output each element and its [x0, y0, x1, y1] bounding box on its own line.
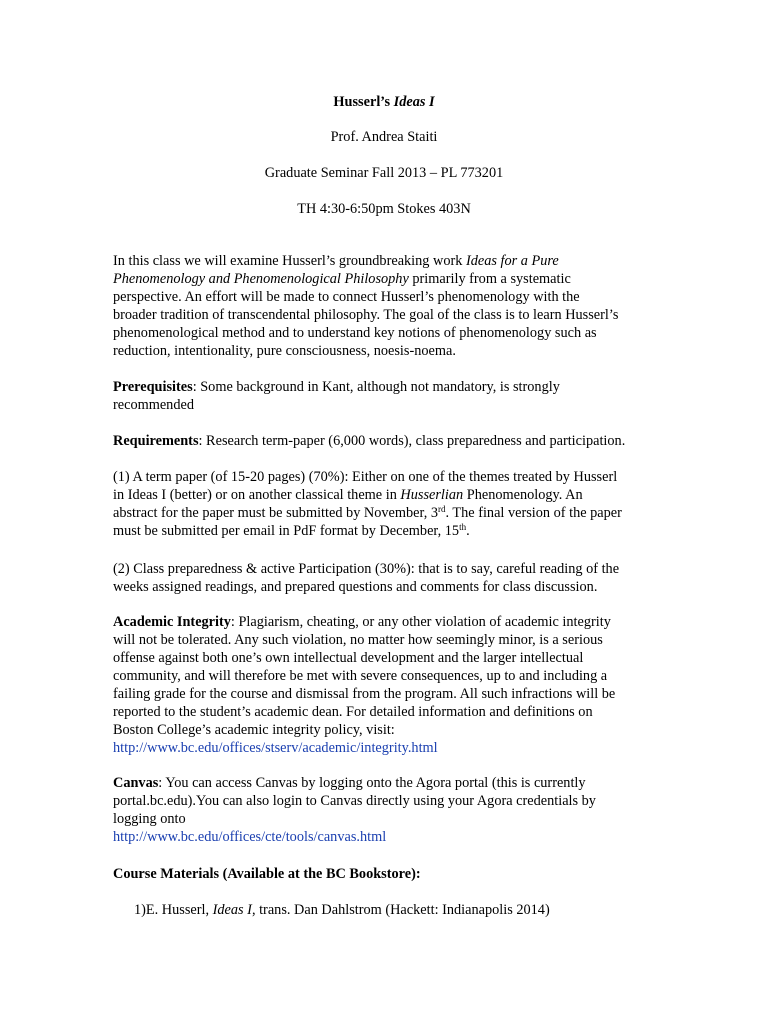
- participation-text: (2) Class preparedness & active Participation (30%): that is to say, careful reading of the: [113, 561, 620, 577]
- participation-section: [113, 560, 658, 596]
- course-title-italic: Ideas I: [393, 94, 435, 110]
- requirements-label: Requirements: [113, 433, 199, 449]
- integrity-text: failing grade for the course and dismissal from the program. All such infractions will be: [113, 686, 616, 702]
- course-title: [0, 93, 768, 111]
- integrity-text: reported to the student’s academic dean. For detailed information and definitions on: [113, 704, 593, 720]
- intro-book-title: Phenomenology and Phenomenological Philosophy: [113, 271, 409, 287]
- intro-text: phenomenological method and to understand key notions of phenomenology such as: [113, 325, 597, 341]
- academic-integrity-section: [113, 613, 658, 757]
- prerequisites-section: [113, 378, 658, 414]
- integrity-text: Boston College’s academic integrity policy, visit:: [113, 722, 395, 738]
- term-paper-text: must be submitted per email in PdF format by December, 15: [113, 523, 460, 539]
- ordinal-suffix: rd: [438, 504, 446, 514]
- ordinal-suffix: th: [459, 522, 467, 532]
- integrity-text: community, and will therefore be met with severe consequences, up to and including a: [113, 668, 608, 684]
- term-paper-text: Phenomenology. An: [463, 487, 583, 503]
- term-paper-text: (1) A term paper (of 15-20 pages) (70%): Either on one of the themes treated by Husserl: [113, 469, 618, 485]
- term-paper-italic: Husserlian: [400, 487, 464, 503]
- canvas-text: logging onto: [113, 811, 186, 827]
- list-item: [134, 901, 654, 919]
- prerequisites-text: : Some background in Kant, although not mandatory, is strongly: [192, 379, 560, 395]
- requirements-section: [113, 432, 673, 450]
- integrity-policy-link[interactable]: http://www.bc.edu/offices/stserv/academic/integrity.html: [113, 740, 438, 756]
- intro-paragraph: [113, 252, 658, 360]
- term-paper-text: in Ideas I (better) or on another classical theme in: [113, 487, 401, 503]
- prerequisites-text: recommended: [113, 397, 194, 413]
- term-paper-text: .: [466, 523, 470, 539]
- list-item-book-title: Ideas I: [212, 902, 252, 918]
- canvas-label: Canvas: [113, 775, 159, 791]
- seminar-info: Graduate Seminar Fall 2013 – PL 773201: [264, 165, 504, 181]
- list-item-text: , trans. Dan Dahlstrom (Hackett: Indianapolis 2014): [251, 902, 550, 918]
- intro-book-title: Ideas for a Pure: [465, 253, 559, 269]
- intro-text: reduction, intentionality, pure consciousness, noesis-noema.: [113, 343, 456, 359]
- canvas-text: portal.bc.edu).You can also login to Canvas directly using your Agora credentials by: [113, 793, 596, 809]
- integrity-text: : Plagiarism, cheating, or any other violation of academic integrity: [230, 614, 611, 630]
- prerequisites-label: Prerequisites: [113, 379, 193, 395]
- intro-text: broader tradition of transcendental philosophy. The goal of the class is to learn Husserl’s: [113, 307, 619, 323]
- intro-text: perspective. An effort will be made to connect Husserl’s phenomenology with the: [113, 289, 580, 305]
- professor-name: Prof. Andrea Staiti: [330, 129, 438, 145]
- canvas-link[interactable]: http://www.bc.edu/offices/cte/tools/canvas.html: [113, 829, 387, 845]
- term-paper-text: abstract for the paper must be submitted by November, 3: [113, 505, 438, 521]
- academic-integrity-label: Academic Integrity: [113, 614, 231, 630]
- course-title-plain: Husserl’s: [333, 94, 394, 110]
- integrity-text: offense against both one’s own intellectual development and the larger intellectual: [113, 650, 584, 666]
- list-item-text: 1)E. Husserl,: [134, 902, 213, 918]
- requirements-text: : Research term-paper (6,000 words), class preparedness and participation.: [198, 433, 626, 449]
- term-paper-text: . The final version of the paper: [445, 505, 622, 521]
- schedule-info: TH 4:30-6:50pm Stokes 403N: [297, 201, 471, 217]
- intro-text: primarily from a systematic: [408, 271, 571, 287]
- canvas-section: [113, 774, 658, 846]
- term-paper-section: [113, 468, 658, 540]
- canvas-text: : You can access Canvas by logging onto the Agora portal (this is currently: [158, 775, 586, 791]
- integrity-text: will not be tolerated. Any such violation, no matter how seemingly minor, is a serious: [113, 632, 603, 648]
- course-materials-heading: Course Materials (Available at the BC Bookstore):: [113, 866, 421, 882]
- participation-text: weeks assigned readings, and prepared questions and comments for class discussion.: [113, 579, 598, 595]
- intro-text: In this class we will examine Husserl’s groundbreaking work: [113, 253, 466, 269]
